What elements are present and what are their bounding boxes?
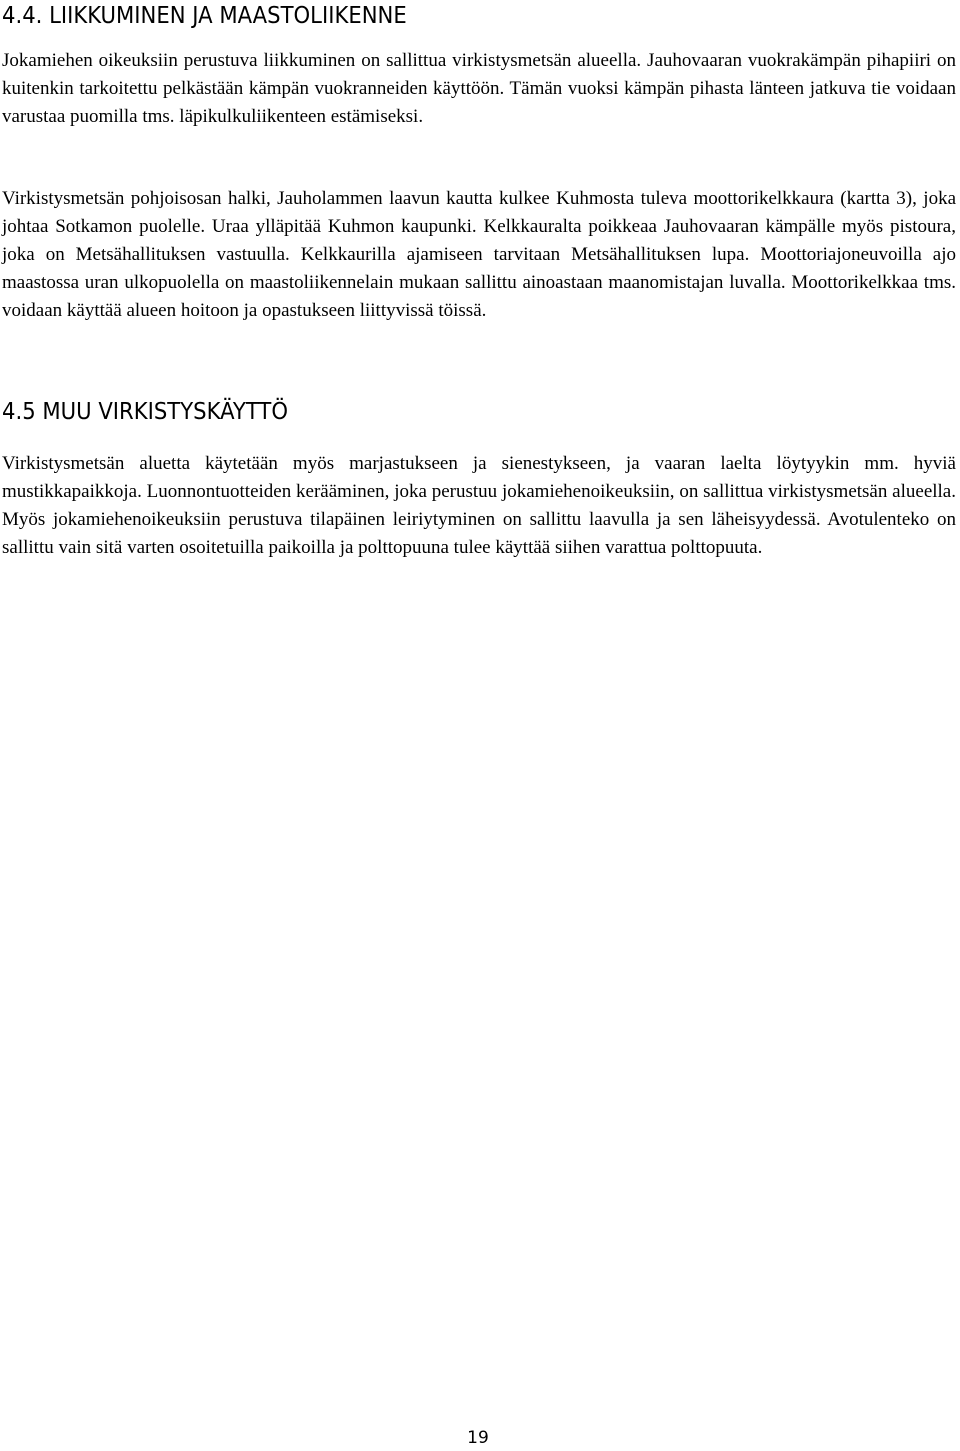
page-number: 19 [467,1428,489,1448]
paragraph-liikkuminen-2: Virkistysmetsän pohjoisosan halki, Jauholammen laavun kautta kulkee Kuhmosta tuleva moottorikelkkaura (kartta 3), joka johtaa Sotkamon puolelle. Uraa ylläpitää Kuhmon kaupunki. Kelkkauralta poikkeaa Jauhovaaran kämpälle myös pistoura, joka on Metsähallituksen vastuulla. Kelkkaurilla ajamiseen tarvitaan Metsähallituksen lupa. Moottoriajoneuvoilla ajo maastossa uran ulkopuolella on maastoliikennelain mukaan sallittu ainoastaan maanomistajan luvalla. Moottorikelkkaa tms. voidaan käyttää alueen hoitoon ja opastukseen liittyvissä töissä. [2,188,956,321]
paragraph-liikkuminen-1: Jokamiehen oikeuksiin perustuva liikkuminen on sallittua virkistysmetsän alueella. Jauhovaaran vuokrakämpän pihapiiri on kuitenkin tarkoitettu pelkästään kämpän vuokranneiden käyttöön. Tämän vuoksi kämpän pihasta länteen jatkuva tie voidaan varustaa puomilla tms. läpikulkuliikenteen estämiseksi. [2,50,956,127]
paragraph-muu-virkistyskaytto-1: Virkistysmetsän aluetta käytetään myös marjastukseen ja sienestykseen, ja vaaran laelta löytyykin mm. hyviä mustikkapaikkoja. Luonnontuotteiden kerääminen, joka perustuu jokamiehenoikeuksiin, on sallittua virkistysmetsän alueella. Myös jokamiehenoikeuksiin perustuva tilapäinen leiriytyminen on sallittu laavulla ja sen läheisyydessä. Avotulenteko on sallittu vain sitä varten osoitetuilla paikoilla ja polttopuuna tulee käyttää siihen varattua polttopuuta. [2,453,956,558]
section-heading-muu-virkistyskaytto: 4.5 MUU VIRKISTYSKÄYTTÖ [2,399,288,425]
section-heading-liikkuminen: 4.4. LIIKKUMINEN JA MAASTOLIIKENNE [2,3,407,29]
